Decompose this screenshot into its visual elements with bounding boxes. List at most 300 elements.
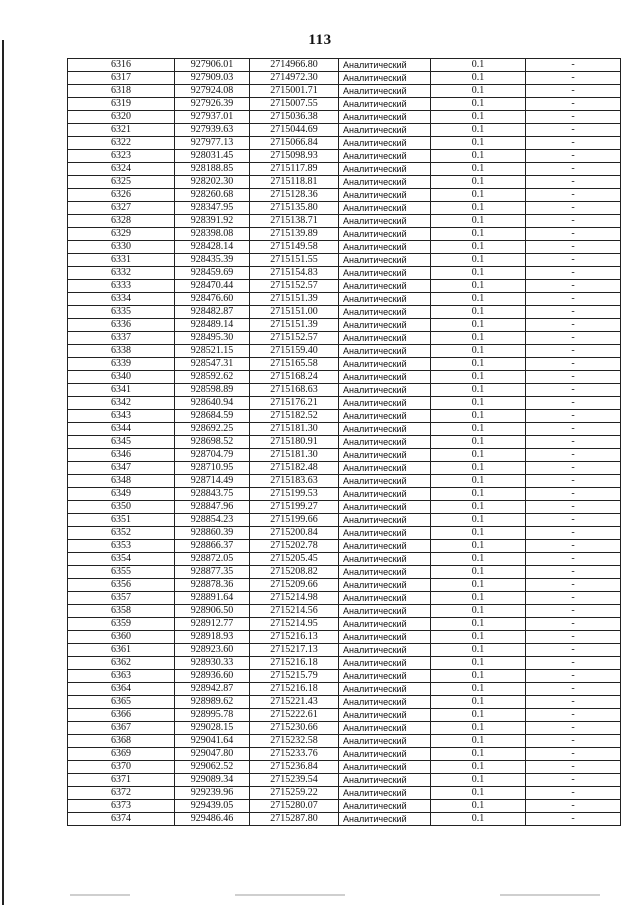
accuracy-cell: 0.1	[431, 267, 526, 280]
accuracy-cell: 0.1	[431, 293, 526, 306]
y-coordinate-cell: 2715152.57	[250, 332, 339, 345]
y-coordinate-cell: 2715165.58	[250, 358, 339, 371]
y-coordinate-cell: 2714966.80	[250, 59, 339, 72]
table-row	[68, 657, 621, 670]
note-cell: -	[526, 553, 621, 566]
accuracy-cell: 0.1	[431, 215, 526, 228]
method-cell: Аналитический	[339, 384, 431, 397]
point-number-cell: 6347	[68, 462, 175, 475]
point-number-cell: 6371	[68, 774, 175, 787]
note-cell: -	[526, 189, 621, 202]
method-cell: Аналитический	[339, 111, 431, 124]
method-cell: Аналитический	[339, 618, 431, 631]
accuracy-cell: 0.1	[431, 800, 526, 813]
note-cell: -	[526, 488, 621, 501]
x-coordinate-cell: 928942.87	[175, 683, 250, 696]
point-number-cell: 6362	[68, 657, 175, 670]
table-row	[68, 111, 621, 124]
x-coordinate-cell: 928847.96	[175, 501, 250, 514]
table-row	[68, 202, 621, 215]
note-cell: -	[526, 423, 621, 436]
note-cell: -	[526, 111, 621, 124]
note-cell: -	[526, 410, 621, 423]
accuracy-cell: 0.1	[431, 332, 526, 345]
coordinates-table-body	[68, 59, 621, 826]
table-row	[68, 423, 621, 436]
x-coordinate-cell: 927926.39	[175, 98, 250, 111]
method-cell: Аналитический	[339, 150, 431, 163]
accuracy-cell: 0.1	[431, 254, 526, 267]
accuracy-cell: 0.1	[431, 124, 526, 137]
accuracy-cell: 0.1	[431, 488, 526, 501]
y-coordinate-cell: 2715159.40	[250, 345, 339, 358]
note-cell: -	[526, 241, 621, 254]
point-number-cell: 6338	[68, 345, 175, 358]
method-cell: Аналитический	[339, 254, 431, 267]
note-cell: -	[526, 228, 621, 241]
point-number-cell: 6350	[68, 501, 175, 514]
x-coordinate-cell: 928476.60	[175, 293, 250, 306]
point-number-cell: 6361	[68, 644, 175, 657]
x-coordinate-cell: 928428.14	[175, 241, 250, 254]
method-cell: Аналитический	[339, 345, 431, 358]
method-cell: Аналитический	[339, 449, 431, 462]
table-row	[68, 59, 621, 72]
table-row	[68, 332, 621, 345]
x-coordinate-cell: 928878.36	[175, 579, 250, 592]
y-coordinate-cell: 2715168.24	[250, 371, 339, 384]
x-coordinate-cell: 928710.95	[175, 462, 250, 475]
method-cell: Аналитический	[339, 475, 431, 488]
y-coordinate-cell: 2715287.80	[250, 813, 339, 826]
point-number-cell: 6360	[68, 631, 175, 644]
table-row	[68, 540, 621, 553]
accuracy-cell: 0.1	[431, 280, 526, 293]
table-row	[68, 553, 621, 566]
method-cell: Аналитический	[339, 72, 431, 85]
method-cell: Аналитический	[339, 306, 431, 319]
accuracy-cell: 0.1	[431, 527, 526, 540]
x-coordinate-cell: 927937.01	[175, 111, 250, 124]
method-cell: Аналитический	[339, 488, 431, 501]
accuracy-cell: 0.1	[431, 72, 526, 85]
method-cell: Аналитический	[339, 436, 431, 449]
accuracy-cell: 0.1	[431, 553, 526, 566]
method-cell: Аналитический	[339, 657, 431, 670]
table-row	[68, 189, 621, 202]
y-coordinate-cell: 2715216.18	[250, 683, 339, 696]
method-cell: Аналитический	[339, 592, 431, 605]
y-coordinate-cell: 2715205.45	[250, 553, 339, 566]
method-cell: Аналитический	[339, 813, 431, 826]
note-cell: -	[526, 514, 621, 527]
note-cell: -	[526, 540, 621, 553]
accuracy-cell: 0.1	[431, 241, 526, 254]
point-number-cell: 6349	[68, 488, 175, 501]
method-cell: Аналитический	[339, 85, 431, 98]
note-cell: -	[526, 631, 621, 644]
note-cell: -	[526, 527, 621, 540]
x-coordinate-cell: 928843.75	[175, 488, 250, 501]
note-cell: -	[526, 813, 621, 826]
x-coordinate-cell: 929239.96	[175, 787, 250, 800]
accuracy-cell: 0.1	[431, 306, 526, 319]
x-coordinate-cell: 928692.25	[175, 423, 250, 436]
method-cell: Аналитический	[339, 241, 431, 254]
point-number-cell: 6343	[68, 410, 175, 423]
accuracy-cell: 0.1	[431, 579, 526, 592]
table-row	[68, 696, 621, 709]
y-coordinate-cell: 2715117.89	[250, 163, 339, 176]
point-number-cell: 6334	[68, 293, 175, 306]
method-cell: Аналитический	[339, 215, 431, 228]
note-cell: -	[526, 436, 621, 449]
point-number-cell: 6327	[68, 202, 175, 215]
y-coordinate-cell: 2715214.56	[250, 605, 339, 618]
method-cell: Аналитический	[339, 319, 431, 332]
method-cell: Аналитический	[339, 59, 431, 72]
y-coordinate-cell: 2715135.80	[250, 202, 339, 215]
table-row	[68, 787, 621, 800]
y-coordinate-cell: 2715098.93	[250, 150, 339, 163]
y-coordinate-cell: 2715181.30	[250, 423, 339, 436]
note-cell: -	[526, 163, 621, 176]
x-coordinate-cell: 927939.63	[175, 124, 250, 137]
note-cell: -	[526, 98, 621, 111]
note-cell: -	[526, 280, 621, 293]
accuracy-cell: 0.1	[431, 618, 526, 631]
point-number-cell: 6355	[68, 566, 175, 579]
table-row	[68, 592, 621, 605]
method-cell: Аналитический	[339, 540, 431, 553]
x-coordinate-cell: 929486.46	[175, 813, 250, 826]
y-coordinate-cell: 2715007.55	[250, 98, 339, 111]
accuracy-cell: 0.1	[431, 345, 526, 358]
x-coordinate-cell: 929028.15	[175, 722, 250, 735]
table-row	[68, 397, 621, 410]
method-cell: Аналитический	[339, 605, 431, 618]
point-number-cell: 6317	[68, 72, 175, 85]
accuracy-cell: 0.1	[431, 397, 526, 410]
x-coordinate-cell: 929047.80	[175, 748, 250, 761]
y-coordinate-cell: 2715151.39	[250, 319, 339, 332]
y-coordinate-cell: 2715239.54	[250, 774, 339, 787]
x-coordinate-cell: 928260.68	[175, 189, 250, 202]
point-number-cell: 6320	[68, 111, 175, 124]
x-coordinate-cell: 928989.62	[175, 696, 250, 709]
method-cell: Аналитический	[339, 761, 431, 774]
method-cell: Аналитический	[339, 735, 431, 748]
table-row	[68, 436, 621, 449]
x-coordinate-cell: 928930.33	[175, 657, 250, 670]
table-row	[68, 748, 621, 761]
y-coordinate-cell: 2715151.39	[250, 293, 339, 306]
table-row	[68, 98, 621, 111]
x-coordinate-cell: 928906.50	[175, 605, 250, 618]
method-cell: Аналитический	[339, 124, 431, 137]
scan-artifact	[235, 894, 345, 896]
point-number-cell: 6325	[68, 176, 175, 189]
note-cell: -	[526, 462, 621, 475]
point-number-cell: 6357	[68, 592, 175, 605]
point-number-cell: 6365	[68, 696, 175, 709]
x-coordinate-cell: 928923.60	[175, 644, 250, 657]
accuracy-cell: 0.1	[431, 202, 526, 215]
y-coordinate-cell: 2715280.07	[250, 800, 339, 813]
point-number-cell: 6366	[68, 709, 175, 722]
accuracy-cell: 0.1	[431, 761, 526, 774]
table-row	[68, 709, 621, 722]
table-row	[68, 306, 621, 319]
point-number-cell: 6345	[68, 436, 175, 449]
point-number-cell: 6367	[68, 722, 175, 735]
table-row	[68, 176, 621, 189]
table-row	[68, 215, 621, 228]
method-cell: Аналитический	[339, 189, 431, 202]
accuracy-cell: 0.1	[431, 436, 526, 449]
method-cell: Аналитический	[339, 670, 431, 683]
point-number-cell: 6333	[68, 280, 175, 293]
table-row	[68, 514, 621, 527]
table-row	[68, 228, 621, 241]
x-coordinate-cell: 928592.62	[175, 371, 250, 384]
accuracy-cell: 0.1	[431, 150, 526, 163]
table-row	[68, 566, 621, 579]
method-cell: Аналитический	[339, 644, 431, 657]
table-row	[68, 618, 621, 631]
y-coordinate-cell: 2715221.43	[250, 696, 339, 709]
note-cell: -	[526, 176, 621, 189]
table-row	[68, 644, 621, 657]
table-row	[68, 319, 621, 332]
note-cell: -	[526, 670, 621, 683]
x-coordinate-cell: 928435.39	[175, 254, 250, 267]
table-row	[68, 241, 621, 254]
point-number-cell: 6374	[68, 813, 175, 826]
note-cell: -	[526, 358, 621, 371]
y-coordinate-cell: 2715233.76	[250, 748, 339, 761]
accuracy-cell: 0.1	[431, 748, 526, 761]
x-coordinate-cell: 928872.05	[175, 553, 250, 566]
x-coordinate-cell: 928891.64	[175, 592, 250, 605]
method-cell: Аналитический	[339, 332, 431, 345]
x-coordinate-cell: 928031.45	[175, 150, 250, 163]
method-cell: Аналитический	[339, 423, 431, 436]
method-cell: Аналитический	[339, 501, 431, 514]
method-cell: Аналитический	[339, 137, 431, 150]
method-cell: Аналитический	[339, 267, 431, 280]
method-cell: Аналитический	[339, 683, 431, 696]
table-row	[68, 813, 621, 826]
scan-edge-line	[2, 40, 4, 905]
note-cell: -	[526, 306, 621, 319]
note-cell: -	[526, 605, 621, 618]
accuracy-cell: 0.1	[431, 59, 526, 72]
method-cell: Аналитический	[339, 202, 431, 215]
method-cell: Аналитический	[339, 696, 431, 709]
coordinates-table	[67, 58, 621, 826]
note-cell: -	[526, 592, 621, 605]
point-number-cell: 6372	[68, 787, 175, 800]
note-cell: -	[526, 397, 621, 410]
y-coordinate-cell: 2715199.66	[250, 514, 339, 527]
accuracy-cell: 0.1	[431, 462, 526, 475]
y-coordinate-cell: 2715200.84	[250, 527, 339, 540]
y-coordinate-cell: 2715044.69	[250, 124, 339, 137]
y-coordinate-cell: 2715217.13	[250, 644, 339, 657]
point-number-cell: 6339	[68, 358, 175, 371]
accuracy-cell: 0.1	[431, 163, 526, 176]
x-coordinate-cell: 928918.93	[175, 631, 250, 644]
table-row	[68, 475, 621, 488]
x-coordinate-cell: 928860.39	[175, 527, 250, 540]
accuracy-cell: 0.1	[431, 670, 526, 683]
y-coordinate-cell: 2715168.63	[250, 384, 339, 397]
note-cell: -	[526, 384, 621, 397]
point-number-cell: 6316	[68, 59, 175, 72]
point-number-cell: 6324	[68, 163, 175, 176]
x-coordinate-cell: 928482.87	[175, 306, 250, 319]
point-number-cell: 6348	[68, 475, 175, 488]
y-coordinate-cell: 2715199.53	[250, 488, 339, 501]
accuracy-cell: 0.1	[431, 384, 526, 397]
point-number-cell: 6356	[68, 579, 175, 592]
note-cell: -	[526, 696, 621, 709]
method-cell: Аналитический	[339, 462, 431, 475]
point-number-cell: 6330	[68, 241, 175, 254]
point-number-cell: 6336	[68, 319, 175, 332]
method-cell: Аналитический	[339, 163, 431, 176]
y-coordinate-cell: 2715181.30	[250, 449, 339, 462]
accuracy-cell: 0.1	[431, 709, 526, 722]
y-coordinate-cell: 2715118.81	[250, 176, 339, 189]
note-cell: -	[526, 254, 621, 267]
table-row	[68, 410, 621, 423]
method-cell: Аналитический	[339, 293, 431, 306]
point-number-cell: 6351	[68, 514, 175, 527]
point-number-cell: 6323	[68, 150, 175, 163]
point-number-cell: 6359	[68, 618, 175, 631]
table-row	[68, 150, 621, 163]
x-coordinate-cell: 927977.13	[175, 137, 250, 150]
method-cell: Аналитический	[339, 631, 431, 644]
point-number-cell: 6369	[68, 748, 175, 761]
note-cell: -	[526, 566, 621, 579]
y-coordinate-cell: 2715182.48	[250, 462, 339, 475]
coordinates-table-container	[67, 58, 611, 826]
x-coordinate-cell: 928854.23	[175, 514, 250, 527]
accuracy-cell: 0.1	[431, 787, 526, 800]
x-coordinate-cell: 928866.37	[175, 540, 250, 553]
accuracy-cell: 0.1	[431, 644, 526, 657]
table-row	[68, 488, 621, 501]
note-cell: -	[526, 501, 621, 514]
note-cell: -	[526, 345, 621, 358]
table-row	[68, 280, 621, 293]
x-coordinate-cell: 928714.49	[175, 475, 250, 488]
method-cell: Аналитический	[339, 566, 431, 579]
y-coordinate-cell: 2715232.58	[250, 735, 339, 748]
accuracy-cell: 0.1	[431, 735, 526, 748]
note-cell: -	[526, 124, 621, 137]
note-cell: -	[526, 59, 621, 72]
y-coordinate-cell: 2715139.89	[250, 228, 339, 241]
y-coordinate-cell: 2715209.66	[250, 579, 339, 592]
scan-artifact	[70, 894, 130, 896]
note-cell: -	[526, 293, 621, 306]
table-row	[68, 527, 621, 540]
table-row	[68, 163, 621, 176]
accuracy-cell: 0.1	[431, 683, 526, 696]
y-coordinate-cell: 2715154.83	[250, 267, 339, 280]
y-coordinate-cell: 2715216.13	[250, 631, 339, 644]
table-row	[68, 345, 621, 358]
table-row	[68, 722, 621, 735]
x-coordinate-cell: 928995.78	[175, 709, 250, 722]
method-cell: Аналитический	[339, 709, 431, 722]
accuracy-cell: 0.1	[431, 189, 526, 202]
scan-artifact	[500, 894, 600, 896]
point-number-cell: 6364	[68, 683, 175, 696]
table-row	[68, 631, 621, 644]
point-number-cell: 6368	[68, 735, 175, 748]
point-number-cell: 6344	[68, 423, 175, 436]
table-row	[68, 774, 621, 787]
point-number-cell: 6328	[68, 215, 175, 228]
accuracy-cell: 0.1	[431, 475, 526, 488]
accuracy-cell: 0.1	[431, 85, 526, 98]
note-cell: -	[526, 475, 621, 488]
table-row	[68, 501, 621, 514]
point-number-cell: 6318	[68, 85, 175, 98]
x-coordinate-cell: 928698.52	[175, 436, 250, 449]
note-cell: -	[526, 657, 621, 670]
x-coordinate-cell: 928684.59	[175, 410, 250, 423]
table-row	[68, 800, 621, 813]
point-number-cell: 6346	[68, 449, 175, 462]
point-number-cell: 6340	[68, 371, 175, 384]
y-coordinate-cell: 2715208.82	[250, 566, 339, 579]
page-number: 113	[308, 32, 332, 48]
method-cell: Аналитический	[339, 514, 431, 527]
accuracy-cell: 0.1	[431, 319, 526, 332]
note-cell: -	[526, 215, 621, 228]
table-row	[68, 670, 621, 683]
table-row	[68, 137, 621, 150]
table-row	[68, 735, 621, 748]
note-cell: -	[526, 787, 621, 800]
table-row	[68, 85, 621, 98]
x-coordinate-cell: 928877.35	[175, 566, 250, 579]
table-row	[68, 254, 621, 267]
y-coordinate-cell: 2715222.61	[250, 709, 339, 722]
x-coordinate-cell: 928521.15	[175, 345, 250, 358]
point-number-cell: 6319	[68, 98, 175, 111]
y-coordinate-cell: 2715214.95	[250, 618, 339, 631]
y-coordinate-cell: 2715152.57	[250, 280, 339, 293]
y-coordinate-cell: 2715036.38	[250, 111, 339, 124]
y-coordinate-cell: 2715183.63	[250, 475, 339, 488]
y-coordinate-cell: 2715151.55	[250, 254, 339, 267]
accuracy-cell: 0.1	[431, 228, 526, 241]
x-coordinate-cell: 928704.79	[175, 449, 250, 462]
note-cell: -	[526, 709, 621, 722]
x-coordinate-cell: 927906.01	[175, 59, 250, 72]
x-coordinate-cell: 928936.60	[175, 670, 250, 683]
x-coordinate-cell: 929041.64	[175, 735, 250, 748]
note-cell: -	[526, 644, 621, 657]
y-coordinate-cell: 2715066.84	[250, 137, 339, 150]
